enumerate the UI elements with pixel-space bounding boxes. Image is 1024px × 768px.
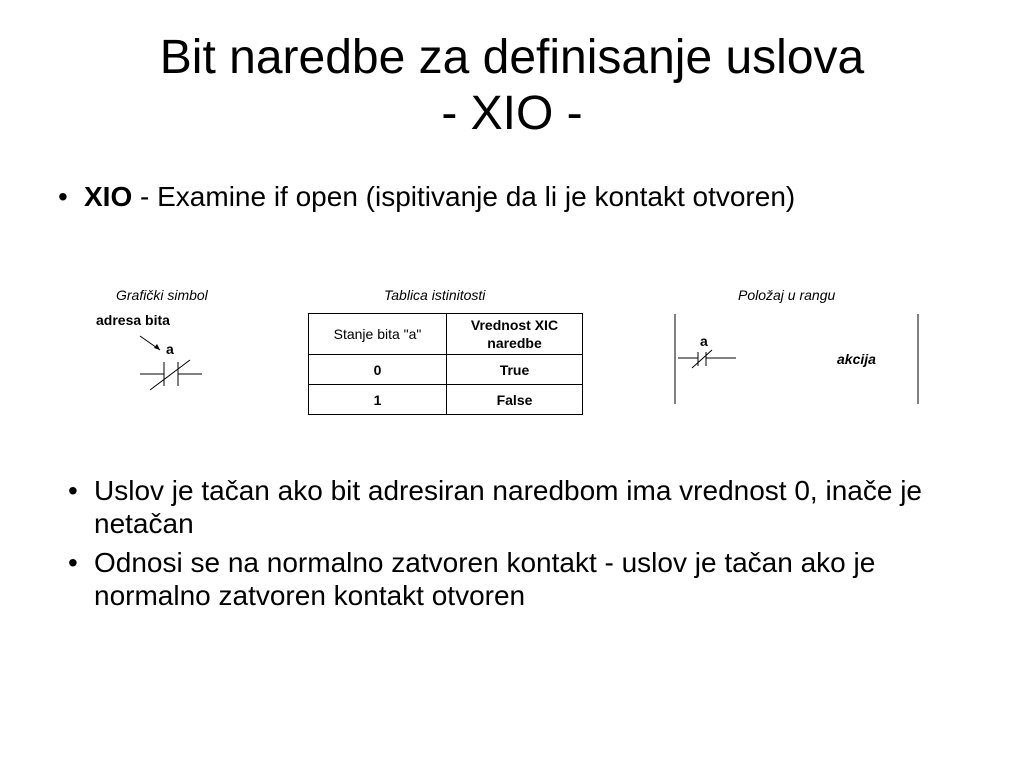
rung-bit-label: a bbox=[700, 333, 708, 349]
rung-action-label: akcija bbox=[837, 351, 876, 367]
truth-table-caption: Tablica istinitosti bbox=[384, 287, 486, 303]
rung-caption: Položaj u rangu bbox=[738, 287, 836, 303]
symbol-address-label: adresa bita bbox=[96, 312, 170, 328]
symbol-bit-label: a bbox=[166, 341, 174, 357]
truth-table-cell-value: True bbox=[447, 355, 583, 385]
bullet-text: Odnosi se na normalno zatvoren kontakt - uslov je tačan ako je normalno zatvoren kontakt otvoren bbox=[94, 547, 876, 611]
truth-table-row bbox=[309, 355, 583, 385]
rung-contact-diagonal bbox=[692, 350, 712, 368]
truth-table-row bbox=[309, 385, 583, 415]
bullet-marker: • bbox=[58, 181, 68, 212]
truth-table-header-row bbox=[309, 314, 583, 355]
ladder-rung-diagram bbox=[668, 310, 928, 410]
bullet-list bbox=[68, 474, 978, 618]
symbol-caption: Grafički simbol bbox=[116, 287, 208, 303]
slide-title bbox=[0, 30, 1024, 142]
xio-contact-symbol bbox=[130, 332, 250, 402]
slide-title-line-2: - XIO - bbox=[441, 87, 583, 140]
intro-bullet bbox=[58, 180, 878, 213]
truth-table-header-value: Vrednost XIC naredbe bbox=[447, 314, 583, 355]
truth-table-cell-bit: 0 bbox=[309, 355, 447, 385]
bullet-text: Uslov je tačan ako bit adresiran naredbom ima vrednost 0, inače je netačan bbox=[94, 475, 922, 539]
truth-table-cell-value: False bbox=[447, 385, 583, 415]
intro-bullet-description: - Examine if open (ispitivanje da li je kontakt otvoren) bbox=[132, 181, 796, 212]
bullet-marker: • bbox=[68, 475, 78, 506]
truth-table-cell-bit: 1 bbox=[309, 385, 447, 415]
truth-table bbox=[308, 313, 583, 415]
intro-bullet-text bbox=[84, 180, 795, 213]
list-item bbox=[68, 546, 978, 612]
bullet-marker: • bbox=[68, 547, 78, 578]
symbol-diagonal bbox=[150, 360, 190, 390]
symbol-arrow-head bbox=[154, 344, 160, 350]
truth-table-header-bit-state: Stanje bita "a" bbox=[309, 314, 447, 355]
intro-bullet-term: XIO bbox=[84, 181, 133, 212]
slide-title-line-1: Bit naredbe za definisanje uslova bbox=[159, 31, 865, 84]
list-item bbox=[68, 474, 978, 540]
